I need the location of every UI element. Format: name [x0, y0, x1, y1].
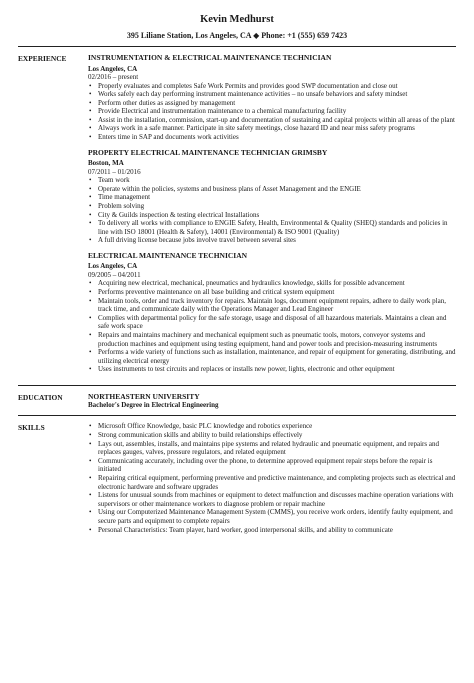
- job-title: ELECTRICAL MAINTENANCE TECHNICIAN: [88, 250, 248, 260]
- bullet-item: • Maintain tools, order and track inventory for repairs. Maintain logs, document equipment repairs, adhere to daily work plan, track time, and communicate daily with the Operations Manager and Lead Engineer: [98, 297, 456, 314]
- section-divider: [18, 415, 456, 416]
- education-body: [88, 392, 456, 411]
- bullet-item: • Acquiring new electrical, mechanical, pneumatics and hydraulics knowledge, skills for possible advancement: [98, 279, 456, 288]
- skills-body: [88, 422, 456, 534]
- school-name: NORTHEASTERN UNIVERSITY: [88, 391, 200, 401]
- job-bullets: [88, 82, 456, 142]
- bullet-item: • Operate within the policies, systems and business plans of Asset Management and the ENGIE: [98, 185, 456, 194]
- skills-bullets: [88, 422, 456, 534]
- bullet-item: • Works safely each day performing instrument maintenance activities – no unsafe behaviors and safety mindset: [98, 90, 456, 99]
- bullet-item: • Provide Electrical and instrumentation maintenance to a chemical manufacturing facility: [98, 107, 456, 116]
- job-title: INSTRUMENTATION & ELECTRICAL MAINTENANCE TECHNICIAN: [88, 53, 332, 62]
- job-dates: 07/2011 – 01/2016: [88, 167, 141, 176]
- bullet-item: • Perform other duties as assigned by management: [98, 99, 456, 108]
- bullet-item: • To delivery all works with compliance to ENGIE Safety, Health, Environmental & Quality (SHEQ) standards and policies in line with ISO 18001 (Health & Safety), 14001 (Environmental) & ISO 9001 (Quality): [98, 219, 456, 236]
- bullet-item: • Team work: [98, 176, 456, 185]
- experience-section: [18, 53, 456, 380]
- job-location: Los Angeles, CA: [88, 64, 138, 73]
- job-entry: [88, 53, 456, 142]
- bullet-item: • Properly evaluates and completes Safe Work Permits and provides good SWP documentation and close out: [98, 82, 456, 91]
- contact-line: 395 Liliane Station, Los Angeles, CA ◆ Phone: +1 (555) 659 7423: [126, 31, 348, 40]
- bullet-item: • Problem solving: [98, 202, 456, 211]
- bullet-item: • Using our Computerized Maintenance Management System (CMMS), you receive work orders, identify faulty equipment, and secure parts and equipment to complete repairs: [98, 508, 456, 525]
- header-divider: [18, 46, 456, 47]
- education-section: [18, 392, 456, 411]
- bullet-item: • Enters time in SAP and documents work activities: [98, 133, 456, 142]
- bullet-item: • A full driving license because jobs involve travel between several sites: [98, 236, 456, 245]
- section-label-experience: EXPERIENCE: [18, 54, 67, 63]
- bullet-item: • Communicating accurately, including over the phone, to determine approved equipment repair steps before the repair is initiated: [98, 457, 456, 474]
- bullet-item: • Repairs and maintains machinery and mechanical equipment such as pneumatic tools, motors, conveyor systems and production machines and equipment using testing equipment, hand and power tools and precision-measuring instruments: [98, 331, 456, 348]
- section-label-education: EDUCATION: [18, 392, 63, 402]
- job-dates: 02/2016 – present: [88, 73, 139, 81]
- job-bullets: [88, 279, 456, 374]
- bullet-item: • Strong communication skills and ability to build relationships effectively: [98, 431, 456, 440]
- job-entry: [88, 148, 456, 245]
- experience-body: [88, 53, 456, 380]
- bullet-item: • Listens for unusual sounds from machines or equipment to detect malfunction and discusses machine operation variations with supervisors or other maintenance workers to diagnose problem or repair machine: [98, 491, 456, 508]
- bullet-item: • Microsoft Office Knowledge, basic PLC knowledge and robotics experience: [98, 422, 456, 431]
- bullet-item: • Repairing critical equipment, performing preventive and predictive maintenance, and completing projects such as electrical and electronic hardware and software upgrades: [98, 474, 456, 491]
- bullet-item: • Performs preventive maintenance on all base building and critical system equipment: [98, 288, 456, 297]
- candidate-name: Kevin Medhurst: [200, 14, 274, 25]
- bullet-item: • Performs a wide variety of functions such as installation, maintenance, and repair of equipment for generating, distributing, and utilizing electrical energy: [98, 348, 456, 365]
- bullet-item: • Assist in the installation, commission, start-up and documentation of sustaining and capital projects within all areas of the plant: [98, 116, 456, 125]
- section-label-skills: SKILLS: [18, 423, 45, 433]
- job-dates: 09/2005 – 04/2011: [88, 270, 141, 279]
- bullet-item: • Uses instruments to test circuits and replaces or installs new power, lights, electronic and other equipment: [98, 365, 456, 374]
- bullet-item: • Personal Characteristics: Team player, hard worker, good interpersonal skills, and ability to communicate: [98, 526, 456, 535]
- job-entry: [88, 251, 456, 374]
- bullet-item: • City & Guilds inspection & testing electrical Installations: [98, 211, 456, 220]
- bullet-item: • Time management: [98, 193, 456, 202]
- job-title: PROPERTY ELECTRICAL MAINTENANCE TECHNICIAN GRIMSBY: [88, 147, 328, 157]
- skills-section: [18, 422, 456, 534]
- job-location: Boston, MA: [88, 159, 124, 168]
- bullet-item: • Always work in a safe manner. Participate in site safety meetings, close hazard ID and near miss safety programs: [98, 124, 456, 133]
- degree-name: Bachelor's Degree in Electrical Engineering: [88, 401, 219, 410]
- job-bullets: [88, 176, 456, 245]
- job-location: Los Angeles, CA: [88, 262, 138, 271]
- bullet-item: • Complies with departmental policy for the safe storage, usage and disposal of all hazardous materials. Maintains a clean and safe work space: [98, 314, 456, 331]
- section-divider: [18, 385, 456, 386]
- bullet-item: • Lays out, assembles, installs, and maintains pipe systems and related hydraulic and pneumatic equipment, and repairs and replaces gauges, valves, pressure regulators, and related equipment: [98, 440, 456, 457]
